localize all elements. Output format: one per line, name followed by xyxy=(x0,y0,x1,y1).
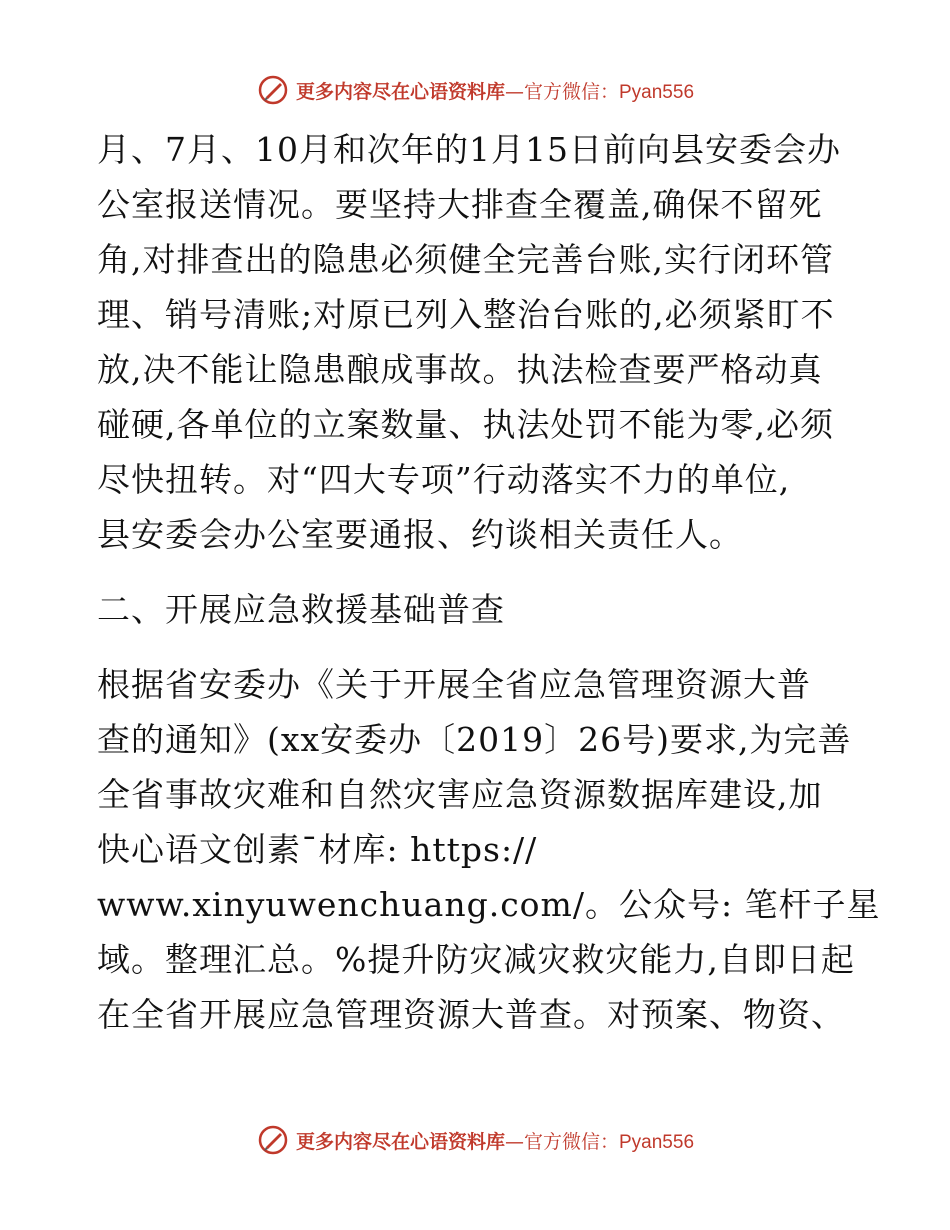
text-line: 域。整理汇总。%提升防灾减灾救灾能力,自即日起 xyxy=(97,940,855,979)
text-line: 在全省开展应急管理资源大普查。对预案、物资、 xyxy=(97,995,845,1034)
footer-banner xyxy=(0,1120,950,1160)
header-banner-separator: — xyxy=(504,80,524,103)
footer-banner-text xyxy=(296,1127,694,1154)
text-line: 查的通知》(xx安委办〔2019〕26号)要求,为完善 xyxy=(97,720,852,759)
text-line: 角,对排查出的隐患必须健全完善台账,实行闭环管 xyxy=(97,240,834,279)
header-banner-title: 更多内容尽在心语资料库 xyxy=(295,80,505,103)
text-line: 县安委会办公室要通报、约谈相关责任人。 xyxy=(97,515,743,554)
paragraph-gap xyxy=(97,562,857,582)
section-heading: 二、开展应急救援基础普查 xyxy=(97,590,505,629)
footer-banner-separator: — xyxy=(504,1130,524,1153)
footer-banner-wechat-id: Pyan556 xyxy=(619,1131,695,1153)
header-banner-label: 官方微信： xyxy=(523,80,619,103)
footer-banner-label: 官方微信： xyxy=(523,1130,619,1153)
header-banner xyxy=(0,70,950,110)
text-line: 全省事故灾难和自然灾害应急资源数据库建设,加 xyxy=(97,775,823,814)
text-line: 月、7月、10月和次年的1月15日前向县安委会办 xyxy=(97,130,841,169)
document-body xyxy=(97,122,881,1042)
footer-banner-title: 更多内容尽在心语资料库 xyxy=(295,1130,505,1153)
header-banner-inner xyxy=(256,73,694,107)
pen-logo-icon xyxy=(256,1123,290,1157)
paragraph-gap xyxy=(97,637,857,657)
text-line: 根据省安委办《关于开展全省应急管理资源大普 xyxy=(97,665,811,704)
header-banner-text xyxy=(296,77,694,104)
text-line: 尽快扭转。对“四大专项”行动落实不力的单位, xyxy=(97,460,791,499)
text-line: 快心语文创素¯材库: https:// xyxy=(97,830,538,869)
header-banner-wechat-id: Pyan556 xyxy=(619,81,695,103)
pen-logo-icon xyxy=(256,73,290,107)
text-line: 碰硬,各单位的立案数量、执法处罚不能为零,必须 xyxy=(97,405,834,444)
paragraph-1 xyxy=(97,122,857,562)
paragraph-2 xyxy=(97,657,881,1042)
text-line: 放,决不能让隐患酿成事故。执法检查要严格动真 xyxy=(97,350,823,389)
text-line: www.xinyuwenchuang.com/。公众号: 笔杆子星 xyxy=(97,885,881,924)
footer-banner-inner xyxy=(256,1123,694,1157)
text-line: 理、销号清账;对原已列入整治台账的,必须紧盯不 xyxy=(97,295,835,334)
text-line: 公室报送情况。要坚持大排查全覆盖,确保不留死 xyxy=(97,185,823,224)
